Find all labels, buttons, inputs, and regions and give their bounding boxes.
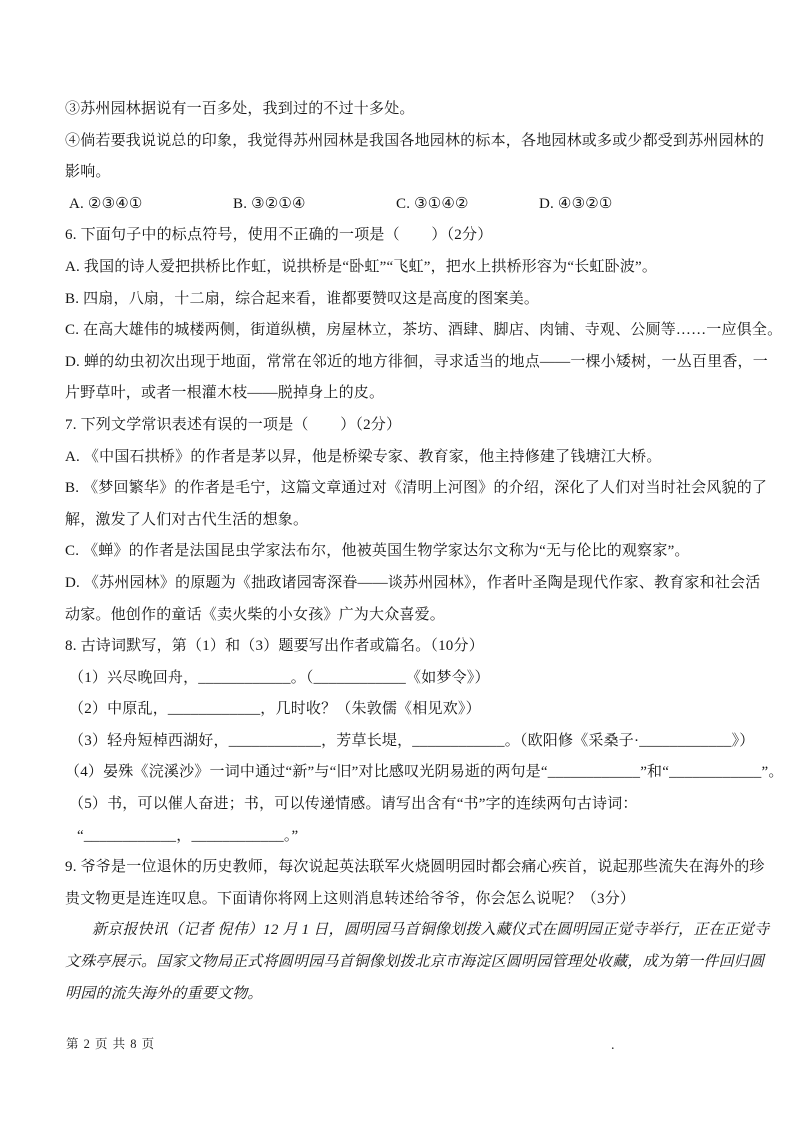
question-8-sub-3: （3）轻舟短棹西湖好，____________，芳草长堤，____________。（欧阳修《采桑子·____________》） bbox=[69, 732, 755, 749]
question-8-sub-5-line-1: （5）书，可以催人奋进；书，可以传递情感。请写出含有“书”字的连续两句古诗词： bbox=[69, 796, 638, 813]
question-9-news-line-1: 新京报快讯（记者 倪伟）12 月 1 日，圆明园马首铜像划拨入藏仪式在圆明园正觉寺举行，正在正觉寺 bbox=[92, 922, 770, 939]
question-8-sub-1: （1）兴尽晚回舟，____________。（____________《如梦令》） bbox=[69, 669, 490, 686]
question-7-stem: 7. 下列文学常识表述有误的一项是（ ）（2分） bbox=[65, 416, 402, 433]
question-6-stem: 6. 下面句子中的标点符号，使用不正确的一项是（ ）（2分） bbox=[65, 227, 493, 244]
question-7-option-b-line-1: B. 《梦回繁华》的作者是毛宁，这篇文章通过对《清明上河图》的介绍，深化了人们对当时社会风貌的了 bbox=[65, 480, 768, 497]
order-choice-c: C. ③①④② bbox=[396, 195, 469, 212]
question-6-option-d-line-1: D. 蝉的幼虫初次出现于地面，常常在邻近的地方徘徊，寻求适当的地点——一棵小矮树，一丛百里香，一 bbox=[65, 353, 768, 370]
question-8-stem: 8. 古诗词默写，第（1）和（3）题要写出作者或篇名。（10分） bbox=[65, 638, 484, 655]
question-8-sub-5-line-2: “____________，____________。” bbox=[77, 827, 299, 844]
question-6-option-d-line-2: 片野草叶，或者一根灌木枝——脱掉身上的皮。 bbox=[65, 385, 385, 402]
order-choice-d: D. ④③②① bbox=[539, 195, 613, 212]
order-item-3-line: ③苏州园林据说有一百多处，我到过的不过十多处。 bbox=[65, 101, 415, 117]
question-7-option-a: A. 《中国石拱桥》的作者是茅以昇，他是桥梁专家、教育家，他主持修建了钱塘江大桥。 bbox=[65, 448, 662, 465]
order-item-4-line-1: ④倘若要我说说总的印象，我觉得苏州园林是我国各地园林的标本，各地园林或多或少都受到苏州园林的 bbox=[65, 132, 765, 149]
question-7-option-c: C. 《蝉》的作者是法国昆虫学家法布尔，他被英国生物学家达尔文称为“无与伦比的观察家”。 bbox=[65, 543, 690, 560]
question-7-option-d-line-1: D. 《苏州园林》的原题为《拙政诸园寄深眷——谈苏州园林》，作者叶圣陶是现代作家、教育家和社会活 bbox=[65, 574, 761, 591]
question-9-stem-line-1: 9. 爷爷是一位退休的历史教师，每次说起英法联军火烧圆明园时都会痛心疾首，说起那些流失在海外的珍 bbox=[65, 859, 765, 876]
question-7-option-b-line-2: 解，激发了人们对古代生活的想象。 bbox=[65, 511, 309, 528]
order-choice-a: A. ②③④① bbox=[69, 195, 143, 212]
page-number-footer: 第 2 页 共 8 页 bbox=[66, 1037, 156, 1051]
order-choice-b: B. ③②①④ bbox=[233, 195, 306, 212]
order-choices-row bbox=[69, 189, 737, 221]
question-8-sub-4: （4）晏殊《浣溪沙》一词中通过“新”与“旧”对比感叹光阴易逝的两句是“____________”和“____________”。 bbox=[65, 764, 784, 781]
page-content bbox=[65, 94, 784, 1010]
question-9-news-line-3: 明园的流失海外的重要文物。 bbox=[65, 985, 263, 1002]
stray-period-mark: . bbox=[611, 1038, 615, 1053]
question-8-sub-2: （2）中原乱，____________，几时收？（朱敦儒《相见欢》） bbox=[69, 701, 481, 718]
question-9-stem-line-2: 贵文物更是连连叹息。下面请你将网上这则消息转述给爷爷，你会怎么说呢？（3分） bbox=[65, 890, 636, 907]
order-item-4-line-2: 影响。 bbox=[65, 164, 111, 181]
question-7-option-d-line-2: 动家。他创作的童话《卖火柴的小女孩》广为大众喜爱。 bbox=[65, 606, 446, 623]
question-9-news-line-2: 文殊亭展示。国家文物局正式将圆明园马首铜像划拨北京市海淀区圆明园管理处收藏，成为第一件回归圆 bbox=[65, 954, 765, 971]
question-6-option-a: A. 我国的诗人爱把拱桥比作虹，说拱桥是“卧虹”“飞虹”，把水上拱桥形容为“长虹卧波”。 bbox=[65, 258, 658, 275]
question-6-option-b: B. 四扇，八扇，十二扇，综合起来看，谁都要赞叹这是高度的图案美。 bbox=[65, 290, 540, 307]
question-6-option-c: C. 在高大雄伟的城楼两侧，街道纵横，房屋林立，茶坊、酒肆、脚店、肉铺、寺观、公厕等……一应俱全。 bbox=[65, 322, 783, 339]
